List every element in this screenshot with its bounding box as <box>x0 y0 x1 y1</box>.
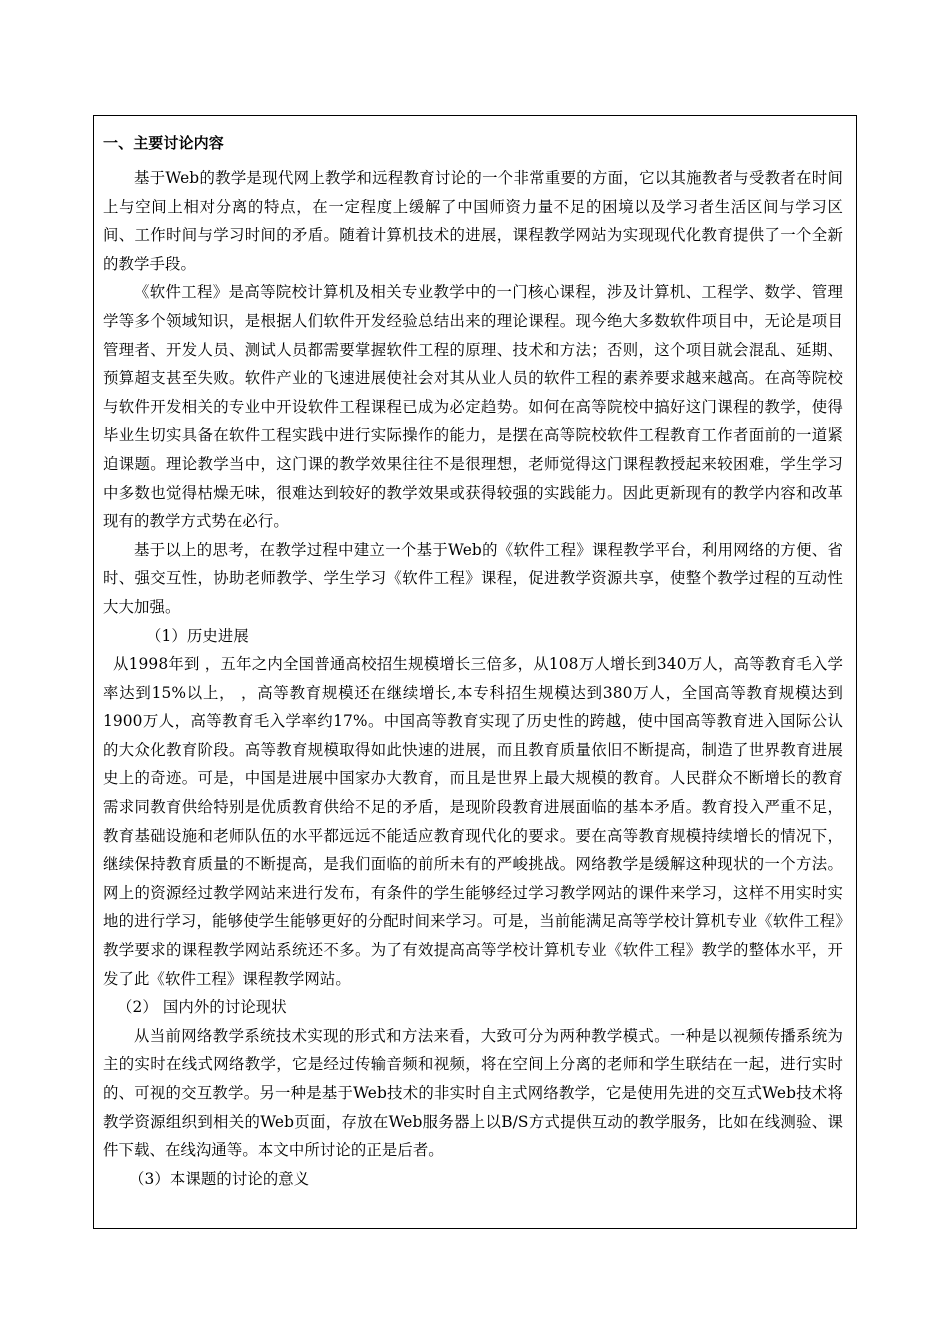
intro-paragraph-1: 基于Web的教学是现代网上教学和远程教育讨论的一个非常重要的方面，它以其施教者与受教者在时间上与空间上相对分离的特点，在一定程度上缓解了中国师资力量不足的困境以及学习者生活区间与学习区间、工作时间与学习时间的矛盾。随着计算机技术的进展，课程教学网站为实现现代化教育提供了一个全新的教学手段。 <box>103 169 843 273</box>
subsection-status-text: 从当前网络教学系统技术实现的形式和方法来看，大致可分为两种教学模式。一种是以视频传播系统为主的实时在线式网络教学，它是经过传输音频和视频，将在空间上分离的老师和学生联结在一起，进行实时的、可视的交互教学。另一种是基于Web技术的非实时自主式网络教学，它是使用先进的交互式Web技术将教学资源组织到相关的Web页面，存放在Web服务器上以B/S方式提供互动的教学服务，比如在线测验、课件下载、在线沟通等。本文中所讨论的正是后者。 <box>103 1026 843 1160</box>
intro-paragraph-3: 基于以上的思考，在教学过程中建立一个基于Web的《软件工程》课程教学平台，利用网络的方便、省时、强交互性，协助老师教学、学生学习《软件工程》课程，促进教学资源共享，使整个教学过程的互动性大大加强。 <box>103 540 843 616</box>
subsection-history-text: 从1998年到 ，五年之内全国普通高校招生规模增长三倍多，从108万人增长到340万人，高等教育毛入学率达到15%以上， ，高等教育规模还在继续增长,本专科招生规模达到380万人，全国高等教育规模达到1900万人，高等教育毛入学率约17%。中国高等教育实现了历史性的跨越，使中国高等教育进入国际公认的大众化教育阶段。高等教育规模取得如此快速的进展，而且教育质量依旧不断提高，制造了世界教育进展史上的奇迹。可是，中国是进展中国家办大教育，而且是世界上最大规模的教育。人民群众不断增长的教育需求同教育供给特别是优质教育供给不足的矛盾，是现阶段教育进展面临的基本矛盾。教育投入严重不足，教育基础设施和老师队伍的水平都远远不能适应教育现代化的要求。要在高等教育规模持续增长的情况下，继续保持教育质量的不断提高，是我们面临的前所未有的严峻挑战。网络教学是缓解这种现状的一个方法。网上的资源经过教学网站来进行发布，有条件的学生能够经过学习教学网站的课件来学习，这样不用实时实地的进行学习，能够使学生能够更好的分配时间来学习。可是，当前能满足高等学校计算机专业《软件工程》教学要求的课程教学网站系统还不多。为了有效提高高等学校计算机专业《软件工程》教学的整体水平，开发了此《软件工程》课程教学网站。 <box>103 655 843 988</box>
subsection-history-title: （1）历史进展 <box>146 626 249 645</box>
intro-paragraph-2: 《软件工程》是高等院校计算机及相关专业教学中的一门核心课程，涉及计算机、工程学、数学、管理学等多个领域知识，是根据人们软件开发经验总结出来的理论课程。现今绝大多数软件项目中，无论是项目管理者、开发人员、测试人员都需要掌握软件工程的原理、技术和方法；否则，这个项目就会混乱、延期、预算超支甚至失败。软件产业的飞速进展使社会对其从业人员的软件工程的素养要求越来越高。在高等院校与软件开发相关的专业中开设软件工程课程已成为必定趋势。如何在高等院校中搞好这门课程的教学，使得毕业生切实具备在软件工程实践中进行实际操作的能力，是摆在高等院校软件工程教育工作者面前的一道紧迫课题。理论教学当中，这门课的教学效果往往不是很理想，老师觉得这门课程教授起来较困难，学生学习中多数也觉得枯燥无味，很难达到较好的教学效果或获得较强的实践能力。因此更新现有的教学内容和改革现有的教学方式势在必行。 <box>103 283 843 531</box>
content-frame <box>93 115 857 1229</box>
subsection-significance-title: （3）本课题的讨论的意义 <box>129 1169 310 1188</box>
subsection-status-title: （2） 国内外的讨论现状 <box>117 998 287 1017</box>
document-body <box>103 128 843 1193</box>
section-heading: 一、主要讨论内容 <box>103 134 224 152</box>
